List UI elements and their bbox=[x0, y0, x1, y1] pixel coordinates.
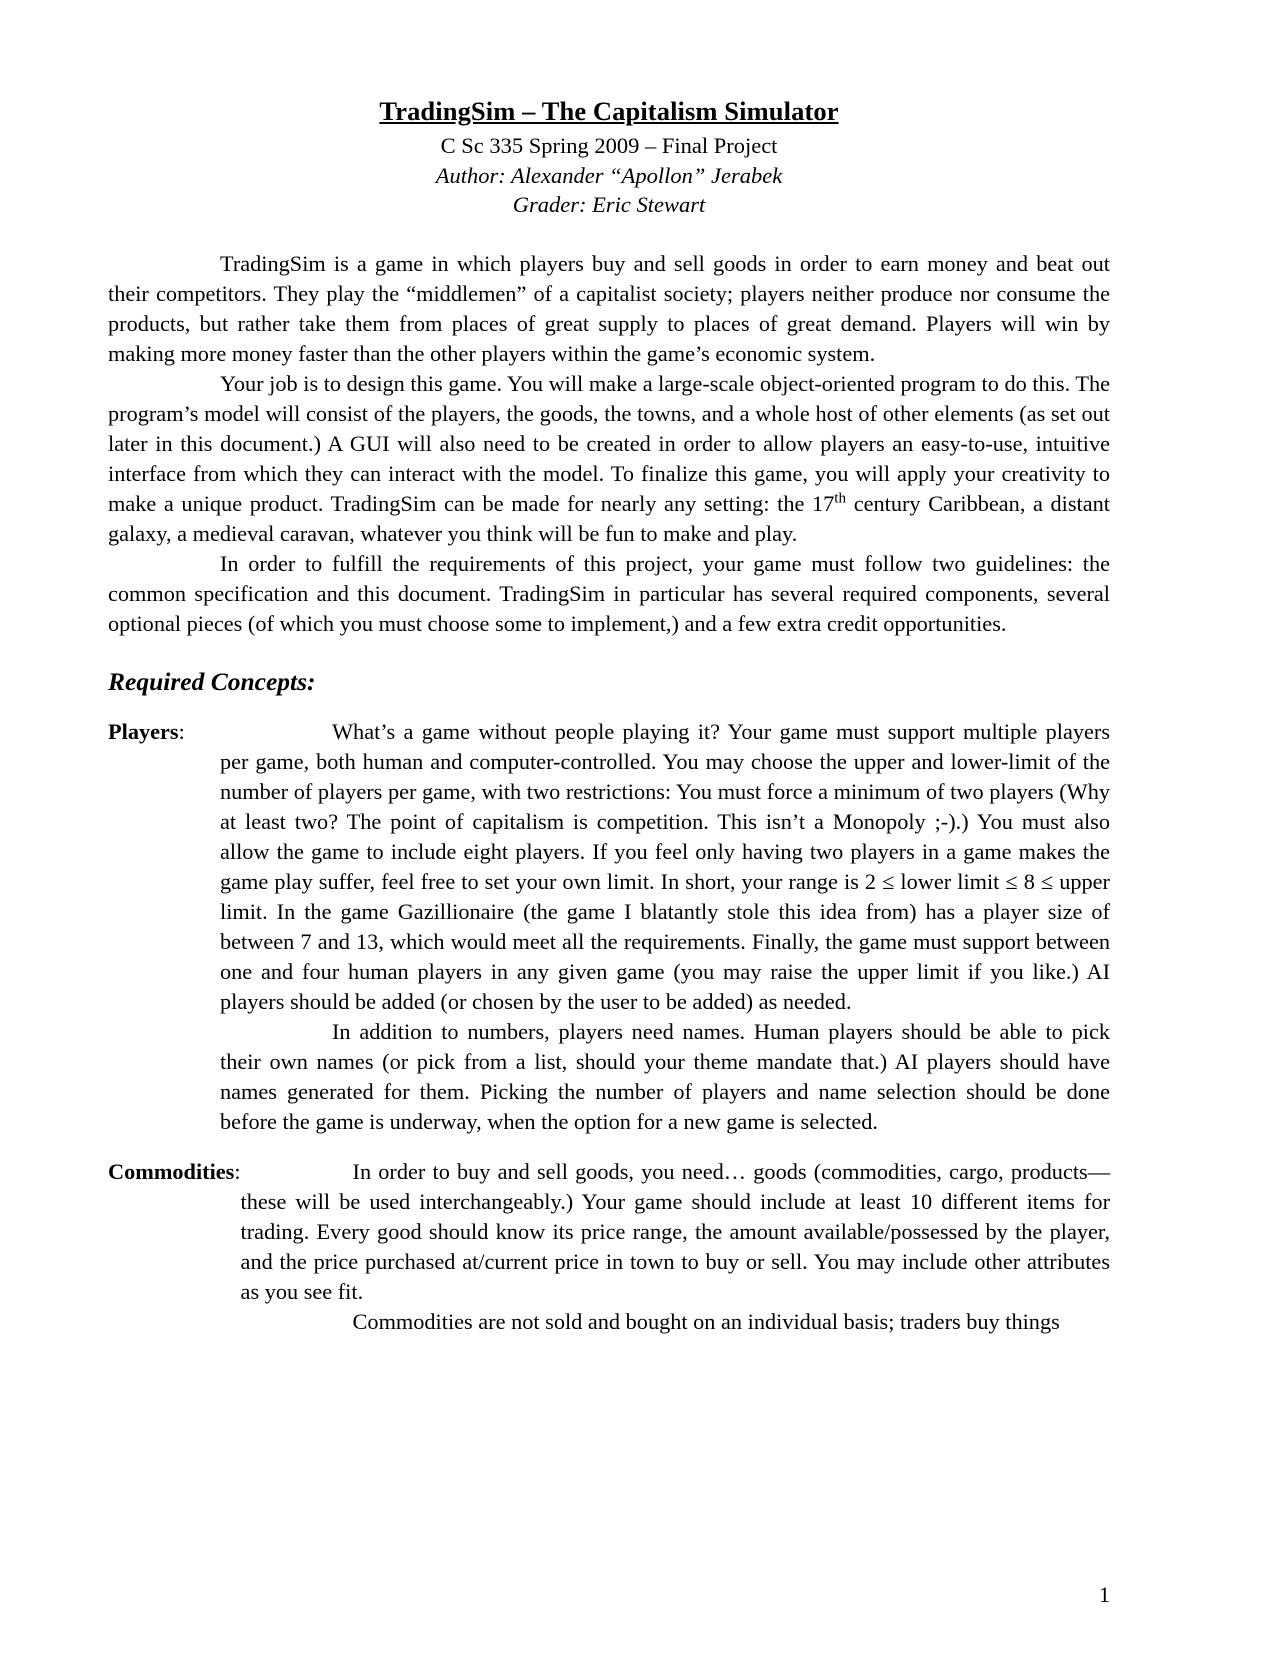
term-body-commodities bbox=[241, 1157, 1110, 1337]
intro-paragraph-1: TradingSim is a game in which players buy and sell goods in order to earn money and beat out their competitors. They play the “middlemen” of a capitalist society; players neither produce nor consume the products, but rather take them from places of great supply to places of great demand. Players will win by making more money faster than the other players within the game’s economic system. bbox=[108, 250, 1110, 366]
term-players-paragraph-2: In addition to numbers, players need names. Human players should be able to pick their own names (or pick from a list, should your theme mandate that.) AI players should have names generated for them. Picking the number of players and name selection should be done before the game is underway, when the option for a new game is selected. bbox=[220, 1019, 1110, 1135]
author-line: Author: Alexander “Apollon” Jerabek bbox=[435, 162, 783, 188]
term-commodities-paragraph-1: In order to buy and sell goods, you need… goods (commodities, cargo, products—these will be used interchangeably.) Your game should include at least 10 different items for trading. Every good should know its price range, the amount available/possessed by the player, and the price purchased at/current price in town to buy or sell. You may include other attributes as you see fit. bbox=[240, 1159, 1110, 1305]
section-heading-required-concepts: Required Concepts: bbox=[108, 666, 316, 696]
grader-line: Grader: Eric Stewart bbox=[512, 192, 706, 218]
term-label-commodities-text: Commodities bbox=[108, 1159, 235, 1185]
term-commodities-paragraph-2: Commodities are not sold and bought on an individual basis; traders buy things bbox=[352, 1309, 1060, 1335]
term-body-players bbox=[220, 717, 1110, 1137]
intro-paragraph-2 bbox=[108, 369, 1110, 549]
intro-paragraph-2-after: century Caribbean, a distant galaxy, a medieval caravan, whatever you think will be fun to make and play. bbox=[108, 490, 1110, 546]
term-label-players-text: Players bbox=[108, 719, 179, 745]
term-label-players bbox=[108, 717, 220, 747]
term-commodities bbox=[108, 1157, 1110, 1337]
term-players bbox=[108, 717, 1110, 1137]
course-line: C Sc 335 Spring 2009 – Final Project bbox=[440, 132, 778, 158]
intro-paragraph-2-before: Your job is to design this game. You will make a large-scale object-oriented program to do this. The program’s model will consist of the players, the goods, the towns, and a whole host of other elements (as set out later in this document.) A GUI will also need to be created in order to allow players an easy-to-use, intuitive interface from which they can interact with the model. To finalize this game, you will apply your creativity to make a unique product. TradingSim can be made for nearly any setting: the 17 bbox=[108, 370, 1110, 516]
introduction-section bbox=[108, 249, 1110, 639]
term-players-paragraph-1: What’s a game without people playing it? Your game must support multiple players per game, both human and computer-controlled. You may choose the upper and lower-limit of the number of players per game, with two restrictions: You must force a minimum of two players (Why at least two? The point of capitalism is competition. This isn’t a Monopoly ;-).) You must also allow the game to include eight players. If you feel only having two players in a game makes the game play suffer, feel free to set your own limit. In short, your range is 2 ≤ lower limit ≤ 8 ≤ upper limit. In the game Gazillionaire (the game I blatantly stole this idea from) has a player size of between 7 and 13, which would meet all the requirements. Finally, the game must support between one and four human players in any given game (you may raise the upper limit if you like.) AI players should be added (or chosen by the user to be added) as needed. bbox=[220, 719, 1110, 1015]
term-label-commodities bbox=[108, 1157, 241, 1187]
intro-paragraph-3: In order to fulfill the requirements of this project, your game must follow two guidelines: the common specification and this document. TradingSim in particular has several required components, several optional pieces (of which you must choose some to implement,) and a few extra credit opportunities. bbox=[108, 550, 1110, 636]
page-number: 1 bbox=[1098, 1582, 1110, 1607]
term-label-commodities-colon: : bbox=[234, 1159, 241, 1185]
ordinal-superscript: th bbox=[834, 489, 847, 507]
term-label-players-colon: : bbox=[178, 719, 185, 745]
page-title: TradingSim – The Capitalism Simulator bbox=[379, 96, 839, 126]
